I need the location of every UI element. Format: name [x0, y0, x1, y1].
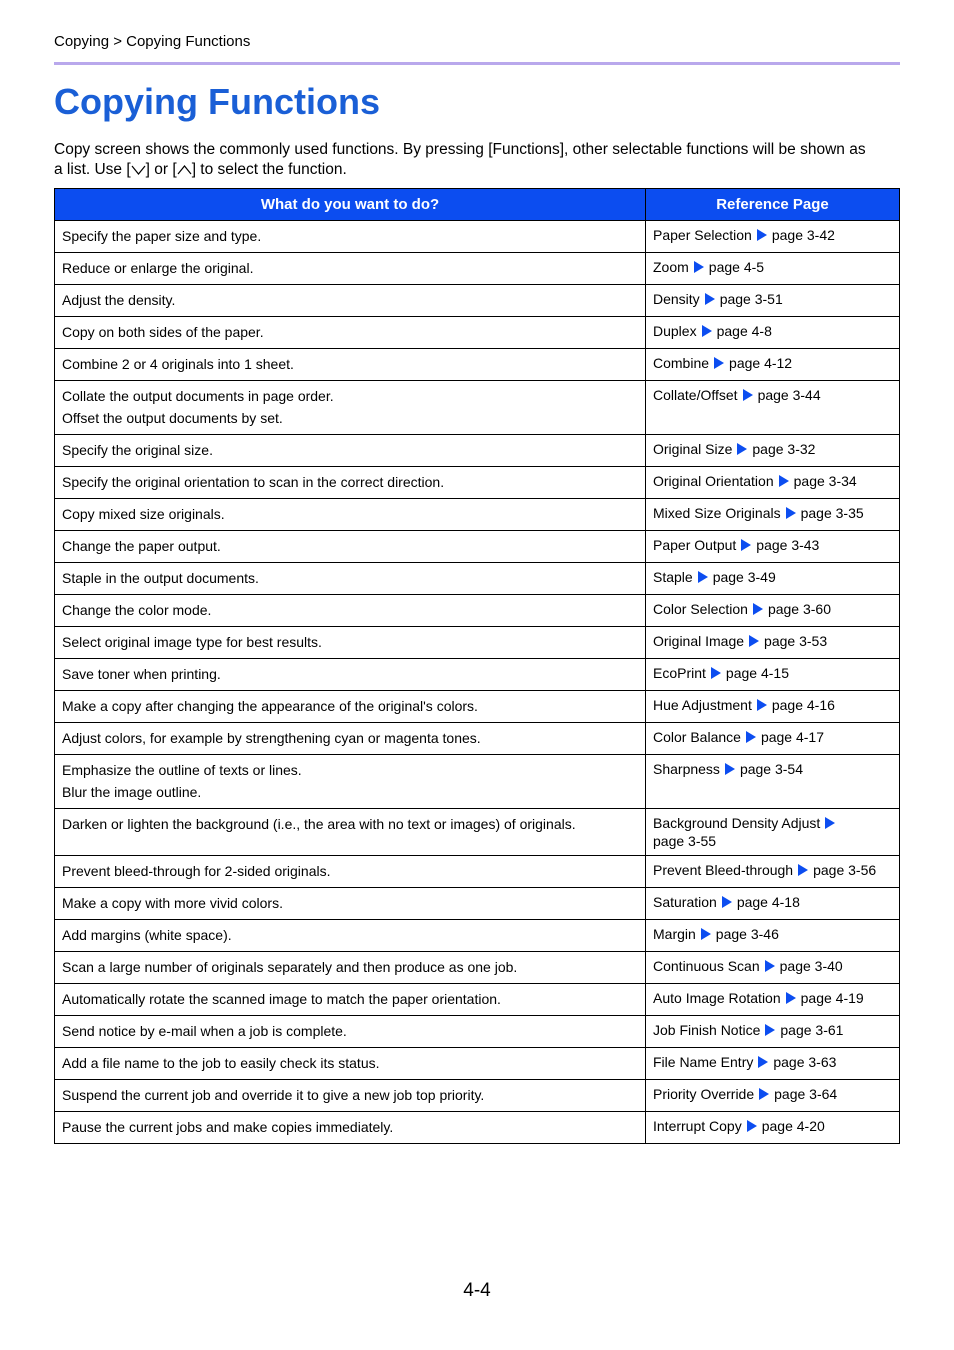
table-row — [55, 563, 900, 595]
table-row — [55, 691, 900, 723]
chevron-down-icon — [131, 164, 146, 176]
reference-function-link[interactable]: Mixed Size Originals — [653, 505, 781, 521]
reference-page-link[interactable]: page 3-49 — [712, 569, 776, 585]
task-cell — [55, 595, 646, 627]
task-text: Pause the current jobs and make copies immediately. — [62, 1119, 394, 1135]
task-cell — [55, 627, 646, 659]
task-text: Specify the original size. — [62, 442, 213, 458]
task-text: Combine 2 or 4 originals into 1 sheet. — [62, 356, 294, 372]
task-cell — [55, 984, 646, 1016]
right-triangle-arrow-icon — [746, 731, 756, 743]
task-text: Suspend the current job and override it to give a new job top priority. — [62, 1087, 485, 1103]
reference-cell — [646, 595, 900, 627]
task-cell — [55, 317, 646, 349]
task-text: Save toner when printing. — [62, 666, 221, 682]
right-triangle-arrow-icon — [825, 817, 835, 829]
right-triangle-arrow-icon — [758, 1056, 768, 1068]
reference-function-link[interactable]: Original Size — [653, 441, 733, 457]
intro-line-2c: ] to select the function. — [191, 161, 347, 178]
task-text: Blur the image outline. — [62, 784, 202, 800]
task-cell — [55, 888, 646, 920]
reference-page-link[interactable]: page 4-17 — [760, 729, 824, 745]
reference-page-link[interactable]: page 3-40 — [779, 958, 843, 974]
reference-cell — [646, 349, 900, 381]
right-triangle-arrow-icon — [725, 763, 735, 775]
table-row — [55, 317, 900, 349]
table-row — [55, 952, 900, 984]
header-what: What do you want to do? — [55, 189, 646, 221]
reference-page-link[interactable]: page 3-42 — [771, 227, 835, 243]
reference-cell — [646, 467, 900, 499]
right-triangle-arrow-icon — [705, 293, 715, 305]
task-cell — [55, 755, 646, 809]
right-triangle-arrow-icon — [701, 928, 711, 940]
table-row — [55, 1112, 900, 1144]
right-triangle-arrow-icon — [779, 475, 789, 487]
intro-line-2a: a list. Use [ — [54, 161, 131, 178]
right-triangle-arrow-icon — [749, 635, 759, 647]
header-rule — [54, 62, 900, 65]
reference-function-link[interactable]: Hue Adjustment — [653, 697, 752, 713]
reference-cell — [646, 285, 900, 317]
task-cell — [55, 1080, 646, 1112]
right-triangle-arrow-icon — [722, 896, 732, 908]
reference-function-link[interactable]: Continuous Scan — [653, 958, 760, 974]
reference-cell — [646, 627, 900, 659]
breadcrumb: Copying > Copying Functions — [54, 33, 251, 50]
table-row — [55, 285, 900, 317]
task-text: Add a file name to the job to easily check its status. — [62, 1055, 380, 1071]
task-cell — [55, 467, 646, 499]
task-cell — [55, 531, 646, 563]
right-triangle-arrow-icon — [743, 389, 753, 401]
task-cell — [55, 1112, 646, 1144]
intro-line-1: Copy screen shows the commonly used functions. By pressing [Functions], other selectable functions will be shown as — [54, 141, 866, 158]
reference-function-link[interactable]: Collate/Offset — [653, 387, 738, 403]
reference-page-link[interactable]: page 4-19 — [800, 990, 864, 1006]
reference-page-link[interactable]: page 4-16 — [771, 697, 835, 713]
reference-page-link[interactable]: page 4-15 — [725, 665, 789, 681]
page-title: Copying Functions — [54, 81, 380, 122]
right-triangle-arrow-icon — [753, 603, 763, 615]
reference-cell — [646, 952, 900, 984]
task-cell — [55, 691, 646, 723]
reference-page-link[interactable]: page 3-54 — [739, 761, 803, 777]
task-cell — [55, 723, 646, 755]
task-text: Staple in the output documents. — [62, 570, 259, 586]
reference-page-link[interactable]: page 4-18 — [736, 894, 800, 910]
reference-page-link[interactable]: page 3-44 — [757, 387, 821, 403]
chevron-up-icon — [177, 164, 192, 176]
reference-function-link[interactable]: Zoom — [653, 259, 689, 275]
reference-cell — [646, 888, 900, 920]
right-triangle-arrow-icon — [798, 864, 808, 876]
reference-function-link[interactable]: Saturation — [653, 894, 717, 910]
table-row — [55, 809, 900, 856]
reference-function-link[interactable]: Auto Image Rotation — [653, 990, 781, 1006]
task-cell — [55, 952, 646, 984]
reference-page-link[interactable]: page 4-12 — [729, 355, 793, 371]
reference-page-link[interactable]: page 3-63 — [773, 1054, 837, 1070]
table-row — [55, 856, 900, 888]
task-cell — [55, 1048, 646, 1080]
table-row — [55, 499, 900, 531]
table-row — [55, 627, 900, 659]
reference-page-link[interactable]: page 4-8 — [716, 323, 772, 339]
reference-function-link[interactable]: Original Image — [653, 633, 745, 649]
right-triangle-arrow-icon — [741, 539, 751, 551]
task-text: Prevent bleed-through for 2-sided originals. — [62, 863, 331, 879]
table-row — [55, 1080, 900, 1112]
header-reference: Reference Page — [646, 189, 900, 221]
task-text: Make a copy after changing the appearance of the original's colors. — [62, 698, 478, 714]
reference-cell — [646, 920, 900, 952]
reference-function-link[interactable]: Prevent Bleed-through — [653, 862, 794, 878]
reference-function-link[interactable]: Margin — [653, 926, 696, 942]
task-text: Select original image type for best results. — [62, 634, 322, 650]
task-text: Offset the output documents by set. — [62, 410, 283, 426]
reference-function-link[interactable]: File Name Entry — [653, 1054, 754, 1070]
reference-cell — [646, 317, 900, 349]
task-text: Specify the paper size and type. — [62, 228, 262, 244]
reference-cell — [646, 1048, 900, 1080]
table-row — [55, 221, 900, 253]
reference-function-link[interactable]: Color Selection — [653, 601, 748, 617]
right-triangle-arrow-icon — [765, 960, 775, 972]
right-triangle-arrow-icon — [747, 1120, 757, 1132]
reference-function-link[interactable]: EcoPrint — [653, 665, 706, 681]
task-cell — [55, 435, 646, 467]
reference-function-link[interactable]: Job Finish Notice — [653, 1022, 761, 1038]
table-row — [55, 595, 900, 627]
reference-function-link[interactable]: Color Balance — [653, 729, 741, 745]
task-text: Specify the original orientation to scan in the correct direction. — [62, 474, 445, 490]
right-triangle-arrow-icon — [714, 357, 724, 369]
table-row — [55, 381, 900, 435]
reference-function-link[interactable]: Paper Output — [653, 537, 737, 553]
reference-cell — [646, 1080, 900, 1112]
task-cell — [55, 1016, 646, 1048]
table-row — [55, 435, 900, 467]
reference-cell — [646, 1016, 900, 1048]
table-row — [55, 755, 900, 809]
reference-function-link[interactable]: Sharpness — [653, 761, 720, 777]
reference-function-link[interactable]: Background Density Adjust — [653, 815, 821, 831]
task-text: Adjust colors, for example by strengthening cyan or magenta tones. — [62, 730, 481, 746]
task-cell — [55, 221, 646, 253]
table-row — [55, 1048, 900, 1080]
task-text: Adjust the density. — [62, 292, 176, 308]
task-text: Collate the output documents in page order. — [62, 388, 334, 404]
reference-cell — [646, 499, 900, 531]
task-text: Scan a large number of originals separately and then produce as one job. — [62, 959, 518, 975]
reference-cell — [646, 563, 900, 595]
task-text: Copy mixed size originals. — [62, 506, 225, 522]
reference-page-link[interactable]: page 3-53 — [764, 633, 828, 649]
right-triangle-arrow-icon — [702, 325, 712, 337]
right-triangle-arrow-icon — [757, 699, 767, 711]
reference-cell — [646, 755, 900, 809]
reference-page-link[interactable]: page 3-51 — [719, 291, 783, 307]
reference-function-link[interactable]: Staple — [653, 569, 693, 585]
reference-cell — [646, 221, 900, 253]
reference-page-link[interactable]: page 3-32 — [752, 441, 816, 457]
reference-cell — [646, 435, 900, 467]
table-body — [55, 221, 900, 1144]
task-text: Send notice by e-mail when a job is complete. — [62, 1023, 347, 1039]
reference-page-link[interactable]: page 4-20 — [761, 1118, 825, 1134]
reference-page-link[interactable]: page 3-64 — [774, 1086, 838, 1102]
task-text: Emphasize the outline of texts or lines. — [62, 762, 302, 778]
table-row — [55, 531, 900, 563]
reference-page-link[interactable]: page 3-56 — [813, 862, 877, 878]
table-row — [55, 253, 900, 285]
reference-function-link[interactable]: Interrupt Copy — [653, 1118, 742, 1134]
table-row — [55, 920, 900, 952]
table-row — [55, 1016, 900, 1048]
reference-function-link[interactable]: Density — [653, 291, 700, 307]
reference-cell — [646, 1112, 900, 1144]
reference-function-link[interactable]: Original Orientation — [653, 473, 774, 489]
reference-cell — [646, 253, 900, 285]
right-triangle-arrow-icon — [786, 992, 796, 1004]
reference-cell — [646, 984, 900, 1016]
task-cell — [55, 285, 646, 317]
task-text: Darken or lighten the background (i.e., the area with no text or images) of originals. — [62, 816, 576, 832]
task-cell — [55, 381, 646, 435]
reference-function-link[interactable]: Combine — [653, 355, 710, 371]
right-triangle-arrow-icon — [737, 443, 747, 455]
reference-page-link[interactable]: page 3-46 — [715, 926, 779, 942]
task-text: Add margins (white space). — [62, 927, 232, 943]
task-cell — [55, 856, 646, 888]
page-number: 4-4 — [463, 1280, 491, 1301]
right-triangle-arrow-icon — [765, 1024, 775, 1036]
table-row — [55, 659, 900, 691]
right-triangle-arrow-icon — [786, 507, 796, 519]
task-text: Change the color mode. — [62, 602, 212, 618]
reference-page-link[interactable]: page 3-35 — [800, 505, 864, 521]
reference-function-link[interactable]: Duplex — [653, 323, 697, 339]
task-text: Automatically rotate the scanned image to match the paper orientation. — [62, 991, 501, 1007]
task-text: Change the paper output. — [62, 538, 221, 554]
task-cell — [55, 499, 646, 531]
table-row — [55, 888, 900, 920]
table-header-row — [55, 189, 900, 221]
reference-cell — [646, 723, 900, 755]
reference-cell — [646, 809, 900, 856]
table-row — [55, 723, 900, 755]
table-row — [55, 984, 900, 1016]
right-triangle-arrow-icon — [759, 1088, 769, 1100]
task-cell — [55, 809, 646, 856]
right-triangle-arrow-icon — [757, 229, 767, 241]
right-triangle-arrow-icon — [711, 667, 721, 679]
intro-paragraph — [54, 140, 902, 180]
reference-page-link[interactable]: page 3-61 — [780, 1022, 844, 1038]
task-cell — [55, 659, 646, 691]
reference-page-link[interactable]: page 3-43 — [756, 537, 820, 553]
reference-cell — [646, 381, 900, 435]
reference-page-link[interactable]: page 4-5 — [708, 259, 765, 275]
task-cell — [55, 920, 646, 952]
task-text: Copy on both sides of the paper. — [62, 324, 264, 340]
reference-function-link[interactable]: Priority Override — [653, 1086, 755, 1102]
reference-cell — [646, 659, 900, 691]
task-cell — [55, 563, 646, 595]
right-triangle-arrow-icon — [698, 571, 708, 583]
task-text: Make a copy with more vivid colors. — [62, 895, 283, 911]
reference-function-link[interactable]: Paper Selection — [653, 227, 752, 243]
task-text: Reduce or enlarge the original. — [62, 260, 254, 276]
task-cell — [55, 253, 646, 285]
reference-page-link[interactable]: page 3-34 — [793, 473, 857, 489]
right-triangle-arrow-icon — [694, 261, 704, 273]
table-row — [55, 467, 900, 499]
reference-cell — [646, 856, 900, 888]
table-row — [55, 349, 900, 381]
reference-cell — [646, 691, 900, 723]
functions-table — [54, 188, 900, 1144]
task-cell — [55, 349, 646, 381]
intro-line-2b: ] or [ — [145, 161, 177, 178]
reference-page-link[interactable]: page 3-55 — [653, 833, 717, 849]
reference-cell — [646, 531, 900, 563]
reference-page-link[interactable]: page 3-60 — [767, 601, 831, 617]
